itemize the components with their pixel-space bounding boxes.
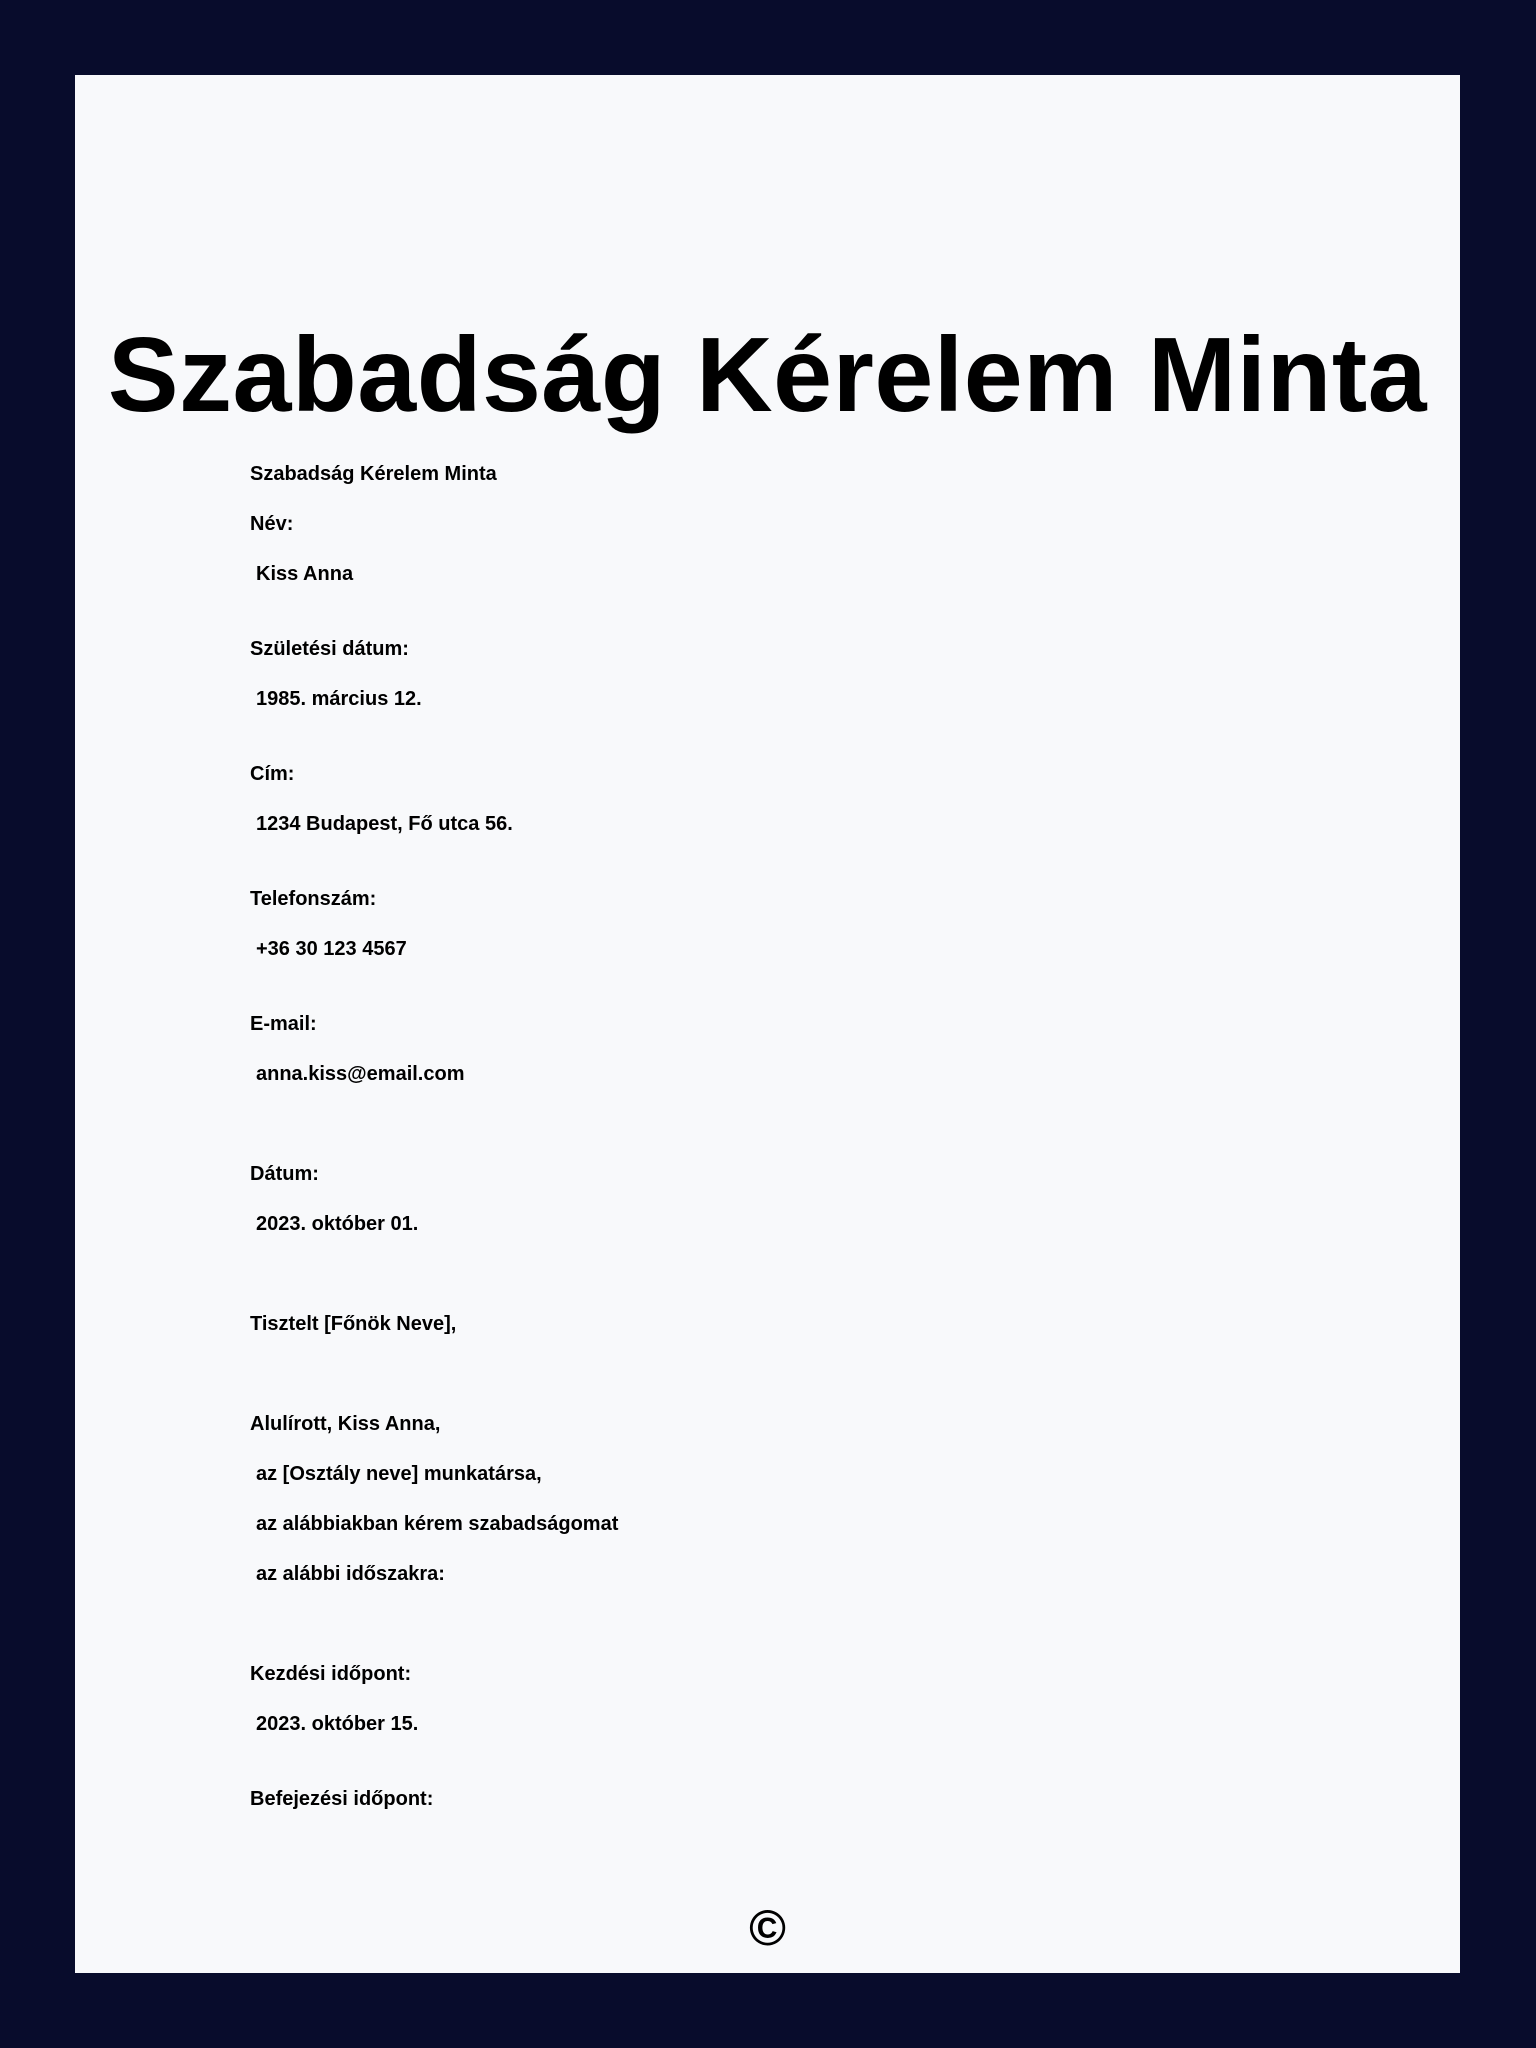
name-value: Kiss Anna [256, 563, 354, 585]
phone-value: +36 30 123 4567 [256, 938, 407, 960]
birth-date-value: 1985. március 12. [256, 688, 422, 710]
address-label: Cím: [250, 763, 295, 785]
letter-body [250, 449, 1350, 1824]
page-title: Szabadság Kérelem Minta [107, 316, 1428, 434]
birth-date-label: Születési dátum: [250, 638, 409, 660]
end-date-label: Befejezési időpont: [250, 1788, 434, 1810]
address-value: 1234 Budapest, Fő utca 56. [256, 813, 513, 835]
start-date-label: Kezdési időpont: [250, 1663, 412, 1685]
body-line: az alábbiakban kérem szabadságomat [256, 1513, 619, 1535]
body-line: az alábbi időszakra: [256, 1563, 445, 1585]
email-value: anna.kiss@email.com [256, 1063, 465, 1085]
date-label: Dátum: [250, 1163, 319, 1185]
letter-subtitle: Szabadság Kérelem Minta [250, 463, 497, 485]
copyright-icon: © [749, 1900, 786, 1956]
document-page [75, 75, 1460, 1973]
email-label: E-mail: [250, 1013, 317, 1035]
name-label: Név: [250, 513, 294, 535]
body-line: Alulírott, Kiss Anna, [250, 1413, 441, 1435]
body-line: az [Osztály neve] munkatársa, [256, 1463, 542, 1485]
phone-label: Telefonszám: [250, 888, 377, 910]
start-date-value: 2023. október 15. [256, 1713, 419, 1735]
date-value: 2023. október 01. [256, 1213, 419, 1235]
greeting: Tisztelt [Főnök Neve], [250, 1313, 457, 1335]
